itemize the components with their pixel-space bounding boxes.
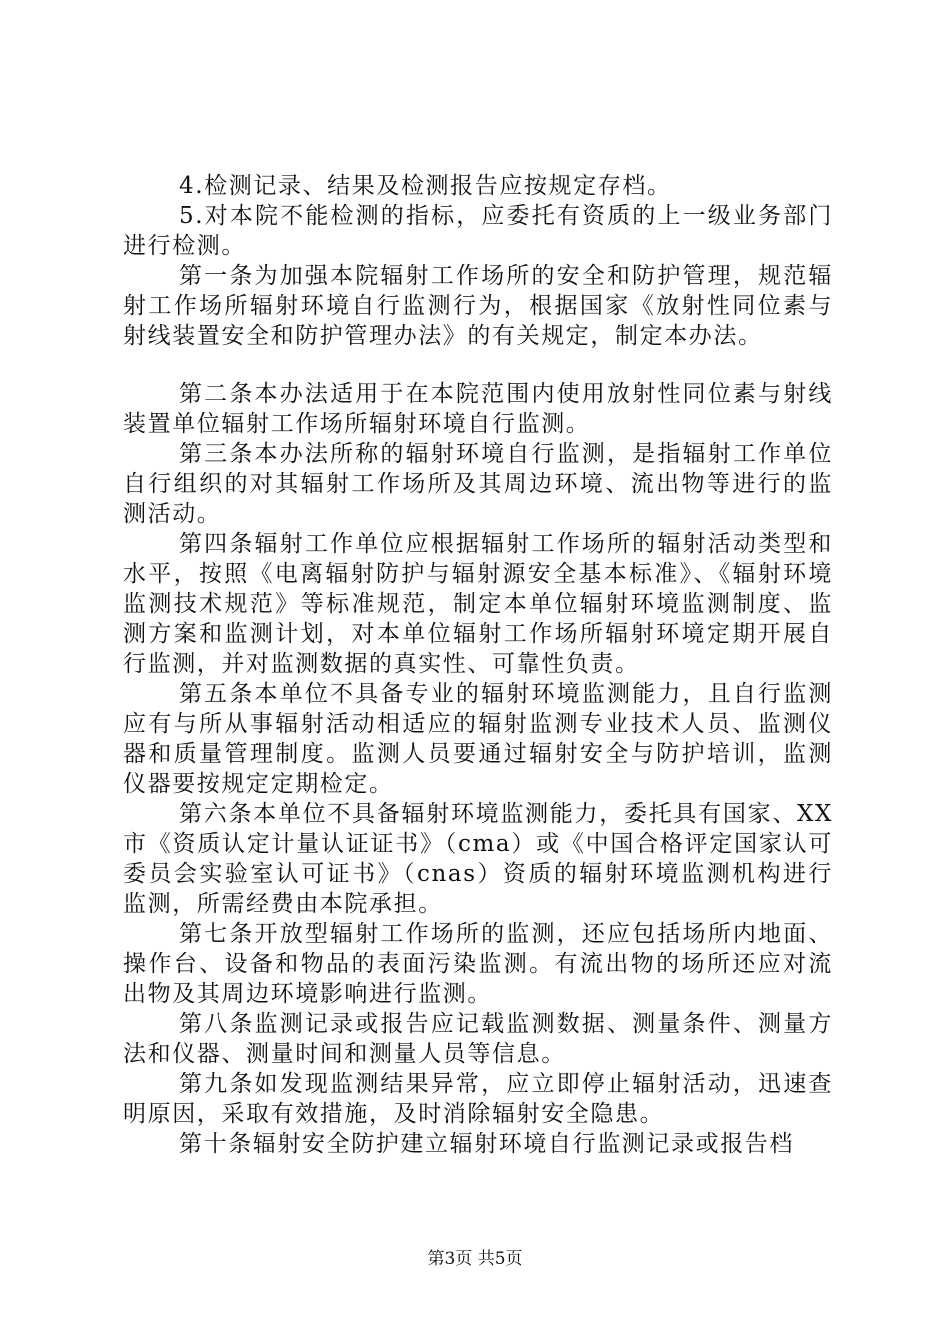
article-8: 第八条监测记录或报告应记载监测数据、测量条件、测量方法和仪器、测量时间和测量人员等信息。 — [123, 1011, 833, 1067]
article-4: 第四条辐射工作单位应根据辐射工作场所的辐射活动类型和水平，按照《电离辐射防护与辐射源安全基本标准》、《辐射环境监测技术规范》等标准规范，制定本单位辐射环境监测制度、监测方案和监测计划，对本单位辐射工作场所辐射环境定期开展自行监测，并对监测数据的真实性、可靠性负责。 — [123, 531, 833, 677]
paragraph-item-5: 5.对本院不能检测的指标，应委托有资质的上一级业务部门进行检测。 — [123, 203, 833, 259]
document-body — [123, 171, 833, 1159]
article-7: 第七条开放型辐射工作场所的监测，还应包括场所内地面、操作台、设备和物品的表面污染监测。有流出物的场所还应对流出物及其周边环境影响进行监测。 — [123, 921, 833, 1007]
article-6: 第六条本单位不具备辐射环境监测能力，委托具有国家、XX市《资质认定计量认证证书》（cma）或《中国合格评定国家认可委员会实验室认可证书》（cnas）资质的辐射环境监测机构进行监测，所需经费由本院承担。 — [123, 801, 833, 917]
article-5: 第五条本单位不具备专业的辐射环境监测能力，且自行监测应有与所从事辐射活动相适应的辐射监测专业技术人员、监测仪器和质量管理制度。监测人员要通过辐射安全与防护培训，监测仪器要按规定定期检定。 — [123, 681, 833, 797]
article-9: 第九条如发现监测结果异常，应立即停止辐射活动，迅速查明原因，采取有效措施，及时消除辐射安全隐患。 — [123, 1071, 833, 1127]
article-10: 第十条辐射安全防护建立辐射环境自行监测记录或报告档 — [179, 1131, 794, 1157]
article-3: 第三条本办法所称的辐射环境自行监测，是指辐射工作单位自行组织的对其辐射工作场所及其周边环境、流出物等进行的监测活动。 — [123, 441, 833, 527]
article-2: 第二条本办法适用于在本院范围内使用放射性同位素与射线装置单位辐射工作场所辐射环境自行监测。 — [123, 381, 833, 437]
paragraph-item-4: 4.检测记录、结果及检测报告应按规定存档。 — [179, 173, 672, 199]
article-1: 第一条为加强本院辐射工作场所的安全和防护管理，规范辐射工作场所辐射环境自行监测行为，根据国家《放射性同位素与射线装置安全和防护管理办法》的有关规定，制定本办法。 — [123, 263, 833, 349]
page-number-footer: 第3页 共5页 — [427, 1249, 523, 1269]
